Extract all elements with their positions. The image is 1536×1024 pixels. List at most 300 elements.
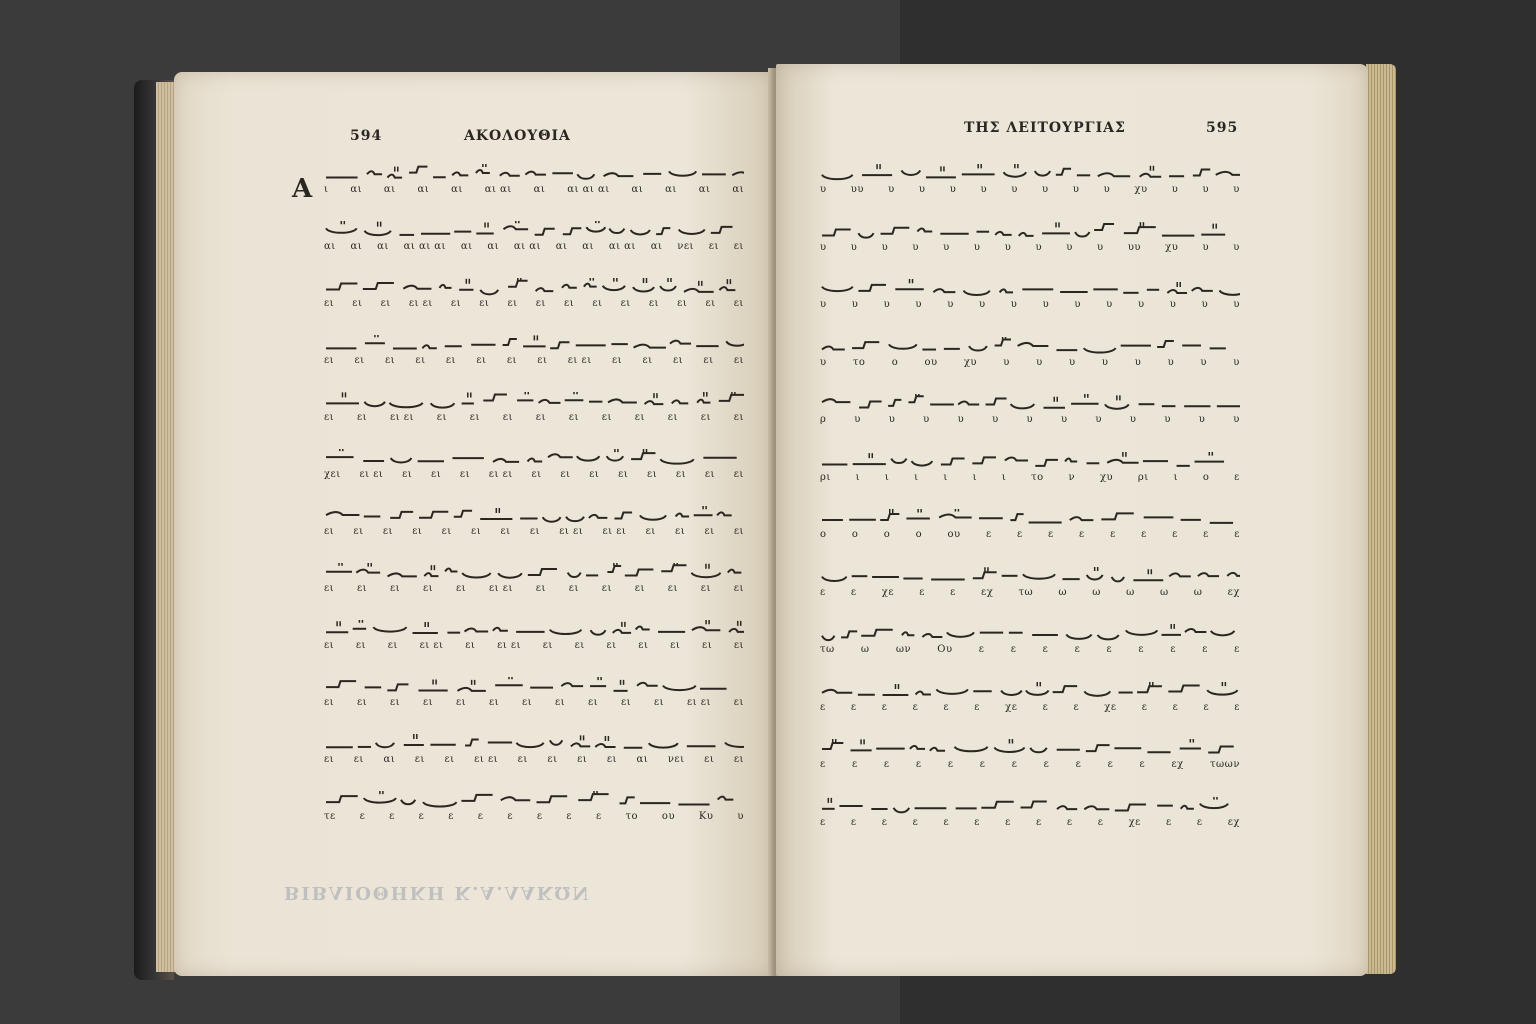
neume-notation [820, 509, 1240, 529]
music-line [324, 449, 744, 483]
neume-mark [676, 514, 689, 517]
neume-accent [703, 506, 706, 509]
lyric-syllable: ι [324, 184, 329, 195]
lyric-syllable: ε [978, 644, 985, 655]
neume-mark [1035, 459, 1058, 465]
left-page-number: 594 [350, 128, 383, 144]
neume-mark [498, 573, 522, 578]
lyric-row [324, 241, 744, 255]
lyric-syllable: ε [1166, 816, 1172, 828]
music-line [820, 452, 1240, 486]
neume-mark [822, 743, 843, 749]
lyric-syllable: αι [732, 184, 744, 195]
neume-mark [535, 229, 555, 235]
neume-mark [937, 689, 968, 694]
lyric-syllable: ει [414, 754, 425, 765]
neume-mark [822, 229, 851, 235]
lyric-syllable: ε [389, 811, 395, 822]
neume-mark [1200, 803, 1228, 808]
lyric-syllable: χυ [1134, 184, 1148, 195]
neume-mark [1035, 171, 1050, 176]
neume-accent [431, 565, 434, 570]
lyric-syllable: υ [1004, 241, 1012, 253]
neume-mark [422, 345, 436, 348]
neume-mark [981, 801, 1013, 807]
lyric-syllable: ε [943, 816, 950, 828]
lyric-syllable: υ [1233, 356, 1240, 368]
neume-mark [1021, 801, 1047, 807]
neume-mark [697, 400, 710, 403]
neume-notation [820, 337, 1240, 357]
neume-mark [1084, 348, 1116, 353]
music-line [324, 563, 744, 597]
lyric-syllable: ω [1193, 586, 1203, 598]
lyric-row [820, 299, 1240, 313]
neume-mark [1208, 746, 1234, 752]
neume-mark [995, 339, 1011, 345]
neume-mark [841, 631, 857, 637]
lyric-syllable: ει [506, 355, 517, 366]
neume-accent [468, 392, 471, 397]
lyric-syllable: αι αι αι [567, 184, 610, 195]
lyric-syllable: υ [888, 414, 896, 425]
lyric-syllable: ει [634, 412, 645, 423]
lyric-syllable: υ [883, 299, 891, 310]
neume-mark [661, 565, 686, 571]
lyric-syllable: εχ [981, 586, 994, 598]
lyric-syllable: ει [423, 583, 434, 594]
neume-mark [326, 512, 359, 515]
lyric-syllable: ε [1172, 529, 1178, 540]
lyric-syllable: υ [850, 241, 858, 253]
lyric-syllable: ε [915, 759, 922, 770]
lyric-syllable: ε [1005, 816, 1011, 828]
neume-mark [424, 573, 438, 576]
neume-mark [861, 630, 892, 636]
lyric-syllable: ε [1234, 529, 1240, 540]
neume-accent [918, 509, 921, 512]
lyric-syllable: ε [943, 701, 950, 713]
lyric-syllable: ει [441, 526, 452, 537]
lyric-syllable: ει [431, 469, 442, 480]
neume-mark [1137, 686, 1162, 692]
neume-mark [859, 402, 882, 408]
lyric-syllable: ε [881, 816, 888, 828]
music-line [820, 682, 1240, 716]
neume-mark [390, 403, 423, 408]
neume-accent [605, 736, 608, 741]
lyric-syllable: ε [1141, 701, 1148, 713]
neume-mark [1030, 748, 1046, 753]
left-running-head: ΑΚΟΛΟΥΘΙΑ [464, 128, 571, 144]
neume-accent [590, 278, 593, 281]
lyric-syllable: ει [704, 469, 715, 480]
lyric-syllable: ει [324, 298, 335, 309]
neume-mark [922, 634, 942, 637]
neume-mark [376, 743, 394, 748]
lyric-row [820, 357, 1240, 371]
neume-mark [1115, 804, 1146, 810]
lyric-syllable: ει [535, 583, 546, 594]
neume-mark [1207, 690, 1237, 695]
neume-mark [822, 287, 853, 292]
lyric-syllable: ρι [820, 471, 831, 483]
lyric-syllable: ει ει [559, 526, 584, 537]
neume-mark [1018, 342, 1049, 345]
neume-mark [692, 573, 721, 578]
lyric-syllable: ε [1234, 701, 1240, 713]
lyric-syllable: χε [881, 586, 895, 598]
lyric-row [324, 754, 744, 768]
music-line [324, 164, 744, 198]
neume-mark [326, 681, 356, 687]
neume-accent [472, 680, 475, 685]
neume-mark [711, 227, 733, 233]
neume-mark [508, 281, 528, 287]
lyric-syllable: ει [542, 640, 553, 651]
neume-mark [1181, 805, 1194, 808]
neume-mark [888, 400, 901, 406]
lyric-syllable: ω [1058, 586, 1068, 598]
lyric-syllable: ει [324, 697, 335, 708]
lyric-syllable: ει [675, 469, 687, 480]
neume-mark [454, 511, 472, 517]
neume-accent [877, 164, 880, 169]
lyric-syllable: ει [445, 355, 456, 366]
lyric-syllable: ει [733, 412, 744, 423]
lyric-syllable: ι [1173, 471, 1178, 483]
neume-accent [1095, 567, 1098, 571]
music-line [820, 222, 1240, 256]
neume-accent [1056, 222, 1059, 227]
lyric-syllable: αι [631, 184, 644, 195]
neume-mark [365, 402, 385, 407]
lyric-syllable: αι αι [608, 241, 636, 252]
neume-mark [1185, 629, 1206, 632]
lyric-syllable: υ [1036, 356, 1043, 368]
lyric-syllable: ι [943, 471, 948, 483]
lyric-syllable: ει [621, 697, 632, 708]
lyric-syllable: ει [733, 640, 744, 651]
neume-mark [539, 400, 561, 403]
lyric-syllable: ει [324, 355, 335, 366]
lyric-syllable: ει [612, 355, 623, 366]
lyric-syllable: ει [645, 526, 656, 537]
lyric-syllable: ει [618, 469, 629, 480]
lyric-syllable: υ [923, 414, 930, 425]
neume-mark [822, 399, 850, 402]
right-running-head: ΤΗΣ ΛΕΙΤΟΥΡΓΙΑΣ [964, 120, 1126, 136]
lyric-syllable: ε [850, 586, 857, 598]
neume-mark [656, 228, 670, 234]
lyric-syllable: ει [476, 355, 487, 366]
lyric-syllable: υ [1201, 299, 1209, 310]
neume-mark [1112, 576, 1124, 581]
neume-mark [562, 285, 577, 288]
lyric-syllable: υ [1026, 414, 1034, 425]
lyric-syllable: ε [1170, 644, 1177, 655]
neume-mark [880, 514, 899, 520]
lyric-syllable: αι [377, 241, 389, 252]
neume-accent [509, 677, 512, 679]
lyric-syllable: ε [950, 586, 956, 598]
lyric-syllable: ει [465, 640, 476, 651]
neume-mark [672, 400, 689, 403]
neume-mark [732, 172, 744, 175]
neume-mark [483, 395, 507, 401]
neume-mark [663, 686, 696, 691]
lyric-syllable: ει [733, 298, 744, 309]
neume-mark [1005, 457, 1028, 460]
lyric-syllable: ε [1138, 644, 1145, 655]
neume-mark [1211, 631, 1234, 636]
neume-mark [1101, 513, 1133, 519]
lyric-syllable: υ [881, 241, 889, 253]
lyric-syllable: ει [648, 298, 659, 309]
lyric-syllable: υ [737, 811, 744, 822]
lyric-syllable: ει [568, 583, 579, 594]
neume-accent [380, 791, 383, 794]
lyric-syllable: ε [974, 701, 980, 713]
drop-cap: Α [292, 174, 313, 204]
neume-mark [584, 284, 597, 287]
neume-accent [955, 509, 958, 511]
lyric-row [324, 469, 744, 483]
neume-accent [910, 279, 913, 283]
lyric-syllable: ε [1203, 529, 1209, 540]
neume-mark [462, 573, 490, 578]
lyric-syllable: υ [1169, 299, 1177, 310]
neume-mark [684, 289, 714, 292]
lyric-syllable: ει [390, 583, 401, 594]
lyric-syllable: υυ [850, 184, 864, 195]
lyric-syllable: ε [1011, 759, 1018, 770]
lyric-syllable: υ [973, 241, 981, 253]
music-line [324, 677, 744, 711]
neume-accent [1171, 624, 1174, 629]
neume-accent [581, 735, 584, 740]
lyric-syllable: αι αι αι [403, 241, 446, 252]
lyric-syllable: ε [1048, 529, 1054, 540]
lyric-syllable: ει [402, 469, 413, 480]
lyric-syllable: ι [855, 471, 861, 483]
lyric-row [324, 412, 744, 426]
neume-mark [969, 346, 987, 351]
lyric-syllable: ει [702, 640, 713, 651]
neume-mark [571, 743, 590, 746]
lyric-syllable: ει [588, 697, 599, 708]
lyric-syllable: αι [350, 241, 363, 252]
neume-accent [644, 278, 647, 283]
lyric-syllable: χυ [1099, 471, 1114, 483]
music-line [820, 164, 1240, 198]
neume-mark [537, 796, 568, 802]
neume-accent [337, 621, 340, 626]
neume-mark [986, 399, 1007, 405]
neume-mark [1075, 232, 1089, 237]
neume-mark [365, 231, 391, 236]
lyric-row [324, 583, 744, 597]
lyric-syllable: ε [850, 816, 857, 828]
neume-accent [359, 620, 362, 623]
lyric-syllable: ε [1196, 816, 1203, 828]
neume-mark [536, 288, 554, 291]
lyric-row [820, 242, 1240, 256]
lyric-syllable: το [852, 356, 866, 368]
neume-mark [1167, 290, 1187, 293]
lyric-syllable: ει [423, 697, 434, 708]
neume-mark [517, 743, 544, 748]
lyric-row [820, 529, 1240, 543]
neume-accent [668, 278, 671, 282]
neume-mark [717, 512, 732, 515]
lyric-syllable: Ου [937, 644, 953, 655]
neume-accent [1150, 166, 1153, 171]
neume-accent [466, 279, 469, 284]
lyric-syllable: αι [383, 184, 396, 195]
neume-mark [578, 794, 608, 800]
neume-accent [699, 281, 702, 286]
neume-accent [1214, 797, 1217, 800]
neume-accent [414, 734, 417, 739]
neume-notation [324, 791, 744, 811]
neume-mark [902, 632, 914, 635]
music-line [820, 279, 1240, 313]
lyric-syllable: ε [1234, 644, 1240, 655]
neume-mark [1220, 290, 1240, 295]
neume-notation [820, 394, 1240, 414]
neume-mark [972, 457, 996, 463]
neume-mark [500, 173, 520, 176]
neume-mark [631, 230, 650, 235]
neume-mark [465, 739, 479, 745]
lyric-syllable: ει [459, 469, 471, 480]
lyric-syllable: ει [353, 526, 364, 537]
neume-mark [1124, 227, 1156, 233]
music-line [820, 624, 1240, 658]
lyric-syllable: ει [733, 241, 744, 252]
lyric-syllable: υ [1202, 241, 1210, 253]
lyric-syllable: υ [1074, 299, 1081, 310]
neume-accent [433, 680, 436, 685]
neume-notation [324, 506, 744, 526]
neume-mark [476, 170, 490, 173]
lyric-syllable: ει [450, 298, 462, 309]
lyric-syllable: υ [854, 414, 861, 425]
neume-mark [1053, 686, 1077, 692]
lyric-syllable: υ [1010, 299, 1018, 310]
lyric-syllable: ει [555, 697, 566, 708]
neume-mark [1084, 806, 1109, 809]
lyric-syllable: ει [700, 583, 711, 594]
lyric-syllable: ει [444, 754, 455, 765]
lyric-syllable: υ [820, 241, 827, 253]
lyric-syllable: ει [606, 754, 617, 765]
neume-accent [395, 167, 398, 172]
neume-mark [1216, 172, 1240, 175]
neume-mark [964, 291, 990, 296]
lyric-syllable: ο [915, 529, 923, 540]
lyric-syllable: ει [704, 526, 715, 537]
lyric-syllable: ε [881, 701, 888, 713]
neume-mark [461, 795, 492, 801]
lyric-syllable: ε [448, 811, 454, 822]
neume-mark [431, 403, 454, 408]
lyric-syllable: τω [1018, 586, 1034, 598]
neume-accent [534, 335, 537, 340]
neume-mark [480, 290, 498, 295]
neume-mark [719, 395, 744, 401]
lyric-syllable: υ [915, 299, 922, 310]
lyric-syllable: ει [733, 526, 744, 537]
neume-mark [670, 341, 691, 344]
lyric-syllable: εχ [1171, 759, 1184, 770]
lyric-syllable: ει [667, 412, 678, 423]
lyric-syllable: υ [1171, 184, 1179, 195]
lyric-syllable: ε [1016, 529, 1023, 540]
lyric-syllable: ει [733, 583, 744, 594]
neume-accent [704, 392, 707, 397]
neume-mark [367, 171, 382, 174]
lyric-syllable: χε [1104, 701, 1117, 713]
neume-mark [457, 688, 485, 691]
neume-mark [902, 170, 921, 175]
neume-mark [550, 630, 581, 635]
neume-mark [625, 570, 654, 576]
neume-mark [591, 630, 606, 635]
neume-mark [387, 684, 408, 690]
lyric-syllable: υ [1106, 299, 1113, 310]
lyric-syllable: ε [1107, 759, 1114, 770]
neume-mark [501, 797, 530, 800]
music-line [324, 506, 744, 540]
lyric-syllable: ει ει [408, 298, 433, 309]
neume-mark [603, 286, 625, 291]
lyric-syllable: υ [943, 241, 950, 253]
lyric-row [820, 817, 1240, 831]
lyric-syllable: ει [469, 412, 480, 423]
lyric-syllable: νει [667, 754, 685, 765]
neume-mark [947, 632, 974, 637]
lyric-syllable: υ [978, 299, 986, 310]
music-line [324, 620, 744, 654]
neume-mark [604, 173, 634, 176]
neume-notation [820, 682, 1240, 702]
neume-mark [326, 796, 358, 802]
neume-notation [820, 164, 1240, 184]
neume-mark [595, 744, 615, 747]
neume-mark [364, 798, 396, 803]
lyric-syllable: ει [535, 412, 546, 423]
lyric-syllable: υ [1233, 299, 1240, 310]
lyric-syllable: ει ει [687, 697, 711, 708]
lyric-syllable: ει [601, 583, 612, 594]
lyric-syllable: ε [1073, 701, 1080, 713]
neume-notation [820, 739, 1240, 759]
lyric-syllable: ει [517, 754, 528, 765]
lyric-syllable: ε [919, 586, 925, 598]
music-line [820, 509, 1240, 543]
neume-mark [566, 517, 584, 522]
lyric-row [820, 702, 1240, 716]
neume-mark [1000, 289, 1013, 292]
lyric-syllable: ε [820, 586, 826, 598]
lyric-syllable: ι [972, 471, 978, 483]
neume-accent [1209, 452, 1212, 456]
lyric-syllable: ε [820, 759, 826, 770]
lyric-syllable: ει [547, 754, 558, 765]
music-line [820, 739, 1240, 773]
